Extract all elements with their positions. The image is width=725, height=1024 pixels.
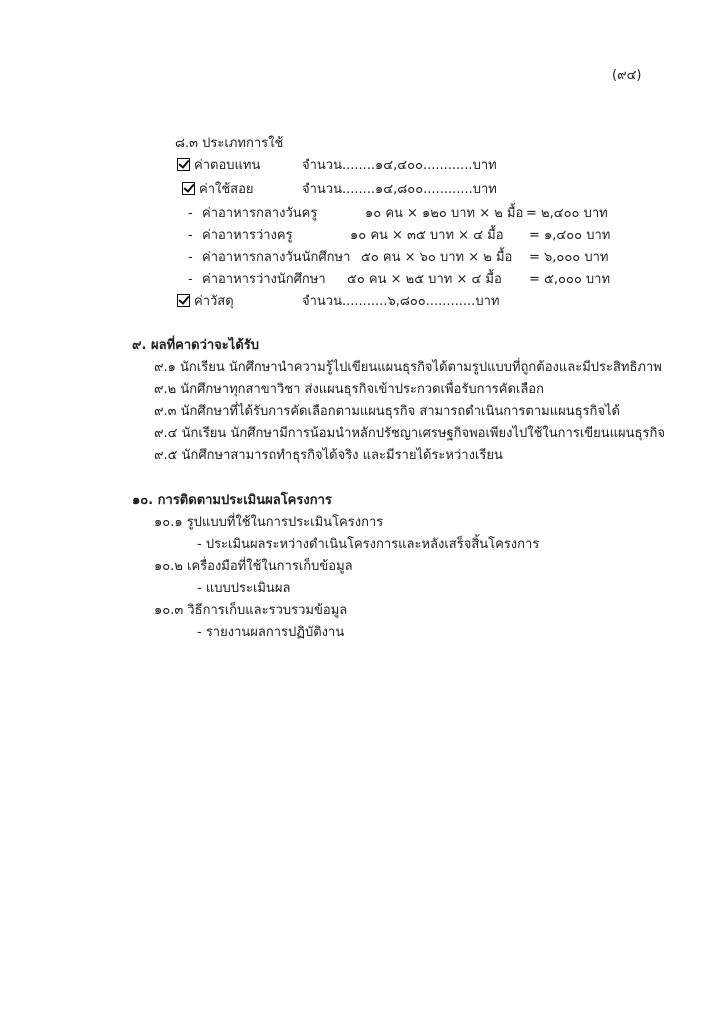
page-number: (๙๔) — [612, 68, 642, 83]
expected-result-item: ๙.๓ นักศึกษาที่ได้รับการคัดเลือกตามแผนธุรกิจ สามารถดำเนินการตามแผนธุรกิจได้ — [154, 404, 620, 419]
expected-result-item: ๙.๒ นักศึกษาทุกสาขาวิชา ส่งแผนธุรกิจเข้าประกวดเพื่อรับการคัดเลือก — [154, 382, 544, 397]
expected-result-item: ๙.๑ นักเรียน นักศึกษานำความรู้ไปเขียนแผนธุรกิจได้ตามรูปแบบที่ถูกต้องและมีประสิทธิภาพ — [154, 360, 662, 375]
checkbox-checked-icon — [182, 182, 195, 195]
expenses-amount: จำนวน........๑๔,๘๐๐............บาท — [302, 182, 497, 197]
cost-name: ค่าอาหารว่างครู — [202, 228, 293, 243]
cost-dash: - — [188, 228, 193, 243]
cost-total: = ๕,๐๐๐ บาท — [529, 272, 611, 287]
expenses-label: ค่าใช้สอย — [199, 182, 254, 197]
evaluation-item-title: ๑๐.๓ วิธีการเก็บและรวบรวมข้อมูล — [154, 603, 348, 618]
cost-calc: ๑๐ คน × ๑๒๐ บาท × ๒ มื้อ — [365, 206, 524, 221]
cost-dash: - — [188, 250, 193, 265]
materials-label: ค่าวัสดุ — [194, 294, 234, 309]
evaluation-item-title: ๑๐.๒ เครื่องมือที่ใช้ในการเก็บข้อมูล — [154, 559, 353, 574]
checkbox-checked-icon — [177, 294, 190, 307]
section-9-heading: ๙. ผลที่คาดว่าจะได้รับ — [132, 338, 259, 353]
checkbox-row-compensation — [177, 157, 260, 175]
materials-amount: จำนวน...........๖,๘๐๐............บาท — [302, 294, 500, 309]
checkbox-row-materials — [177, 293, 234, 311]
evaluation-item-detail: - ประเมินผลระหว่างดำเนินโครงการและหลังเสร็จสิ้นโครงการ — [197, 537, 540, 552]
section-8-3-heading: ๘.๓ ประเภทการใช้ — [175, 136, 284, 151]
evaluation-item-detail: - แบบประเมินผล — [197, 581, 291, 596]
cost-name: ค่าอาหารกลางวันนักศึกษา — [202, 250, 351, 265]
section-10-heading: ๑๐. การติดตามประเมินผลโครงการ — [132, 493, 332, 508]
evaluation-item-title: ๑๐.๑ รูปแบบที่ใช้ในการประเมินโครงการ — [154, 515, 384, 530]
cost-total: = ๑,๔๐๐ บาท — [529, 228, 611, 243]
cost-calc: ๕๐ คน × ๒๕ บาท × ๔ มื้อ — [347, 272, 502, 287]
cost-name: ค่าอาหารว่างนักศึกษา — [202, 272, 326, 287]
cost-total: = ๖,๐๐๐ บาท — [529, 250, 609, 265]
checkbox-checked-icon — [177, 158, 190, 171]
cost-total: = ๒,๔๐๐ บาท — [526, 206, 608, 221]
cost-calc: ๕๐ คน × ๖๐ บาท × ๒ มื้อ — [361, 250, 513, 265]
compensation-amount: จำนวน........๑๔,๔๐๐............บาท — [302, 158, 497, 173]
cost-dash: - — [188, 272, 193, 287]
cost-dash: - — [188, 206, 193, 221]
expected-result-item: ๙.๔ นักเรียน นักศึกษามีการน้อมนำหลักปรัชญาเศรษฐกิจพอเพียงไปใช้ในการเขียนแผนธุรกิจ — [154, 426, 665, 441]
compensation-label: ค่าตอบแทน — [194, 158, 261, 173]
cost-name: ค่าอาหารกลางวันครู — [202, 206, 318, 221]
checkbox-row-expenses — [182, 181, 254, 199]
cost-calc: ๑๐ คน × ๓๕ บาท × ๔ มื้อ — [350, 228, 504, 243]
expected-result-item: ๙.๕ นักศึกษาสามารถทำธุรกิจได้จริง และมีรายได้ระหว่างเรียน — [154, 448, 503, 463]
evaluation-item-detail: - รายงานผลการปฏิบัติงาน — [197, 625, 345, 640]
